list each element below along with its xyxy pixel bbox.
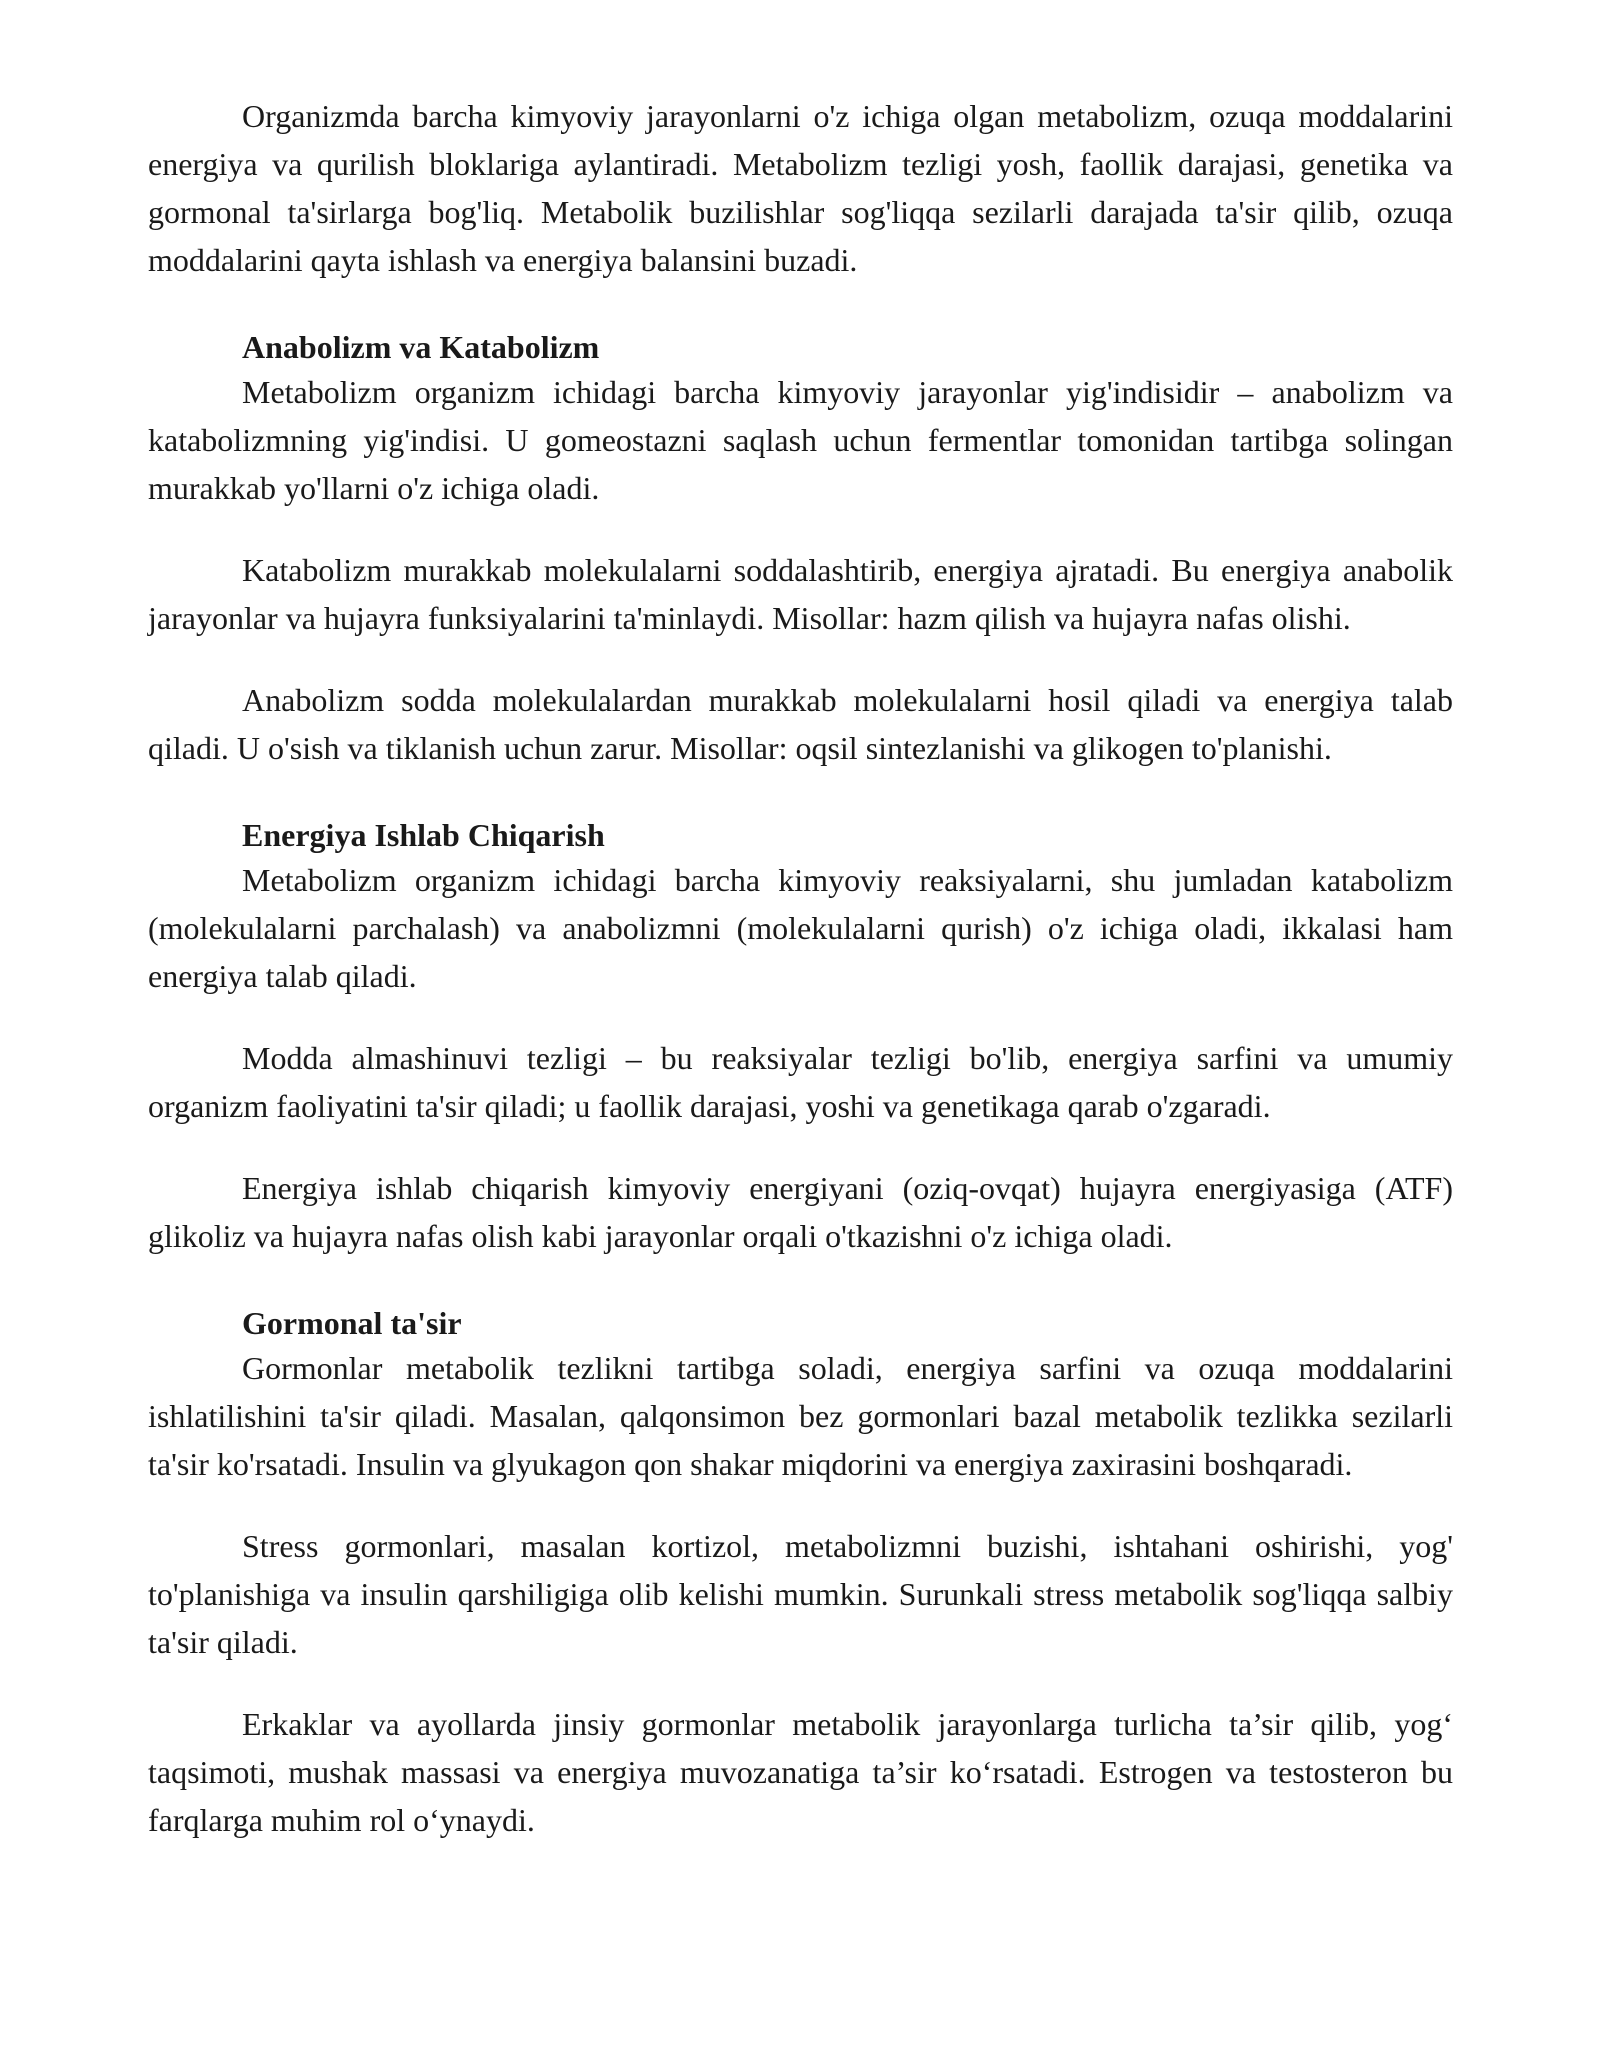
- paragraph: Katabolizm murakkab molekulalarni soddalashtirib, energiya ajratadi. Bu energiya anabolik jarayonlar va hujayra funksiyalarini ta'minlaydi. Misollar: hazm qilish va hujayra nafas olishi.: [148, 552, 1453, 636]
- section-heading: Anabolizm va Katabolizm: [242, 329, 600, 365]
- section-anabolizm: [148, 326, 1453, 772]
- section-heading: Gormonal ta'sir: [242, 1305, 462, 1341]
- paragraph: Metabolizm organizm ichidagi barcha kimyoviy reaksiyalarni, shu jumladan katabolizm (molekulalarni parchalash) va anabolizmni (molekulalarni qurish) o'z ichiga oladi, ikkalasi ham energiya talab qiladi.: [148, 862, 1453, 994]
- paragraph: Stress gormonlari, masalan kortizol, metabolizmni buzishi, ishtahani oshirishi, yog' to'planishiga va insulin qarshiligiga olib kelishi mumkin. Surunkali stress metabolik sog'liqqa salbiy ta'sir qiladi.: [148, 1528, 1453, 1660]
- paragraph: Gormonlar metabolik tezlikni tartibga soladi, energiya sarfini va ozuqa moddalarini ishlatilishini ta'sir qiladi. Masalan, qalqonsimon bez gormonlari bazal metabolik tezlikka sezilarli ta'sir ko'rsatadi. Insulin va glyukagon qon shakar miqdorini va energiya zaxirasini boshqaradi.: [148, 1350, 1453, 1482]
- intro-paragraph: Organizmda barcha kimyoviy jarayonlarni o'z ichiga olgan metabolizm, ozuqa moddalarini energiya va qurilish bloklariga aylantiradi. Metabolizm tezligi yosh, faollik darajasi, genetika va gormonal ta'sirlarga bog'liq. Metabolik buzilishlar sog'liqqa sezilarli darajada ta'sir qilib, ozuqa moddalarini qayta ishlash va energiya balansini buzadi.: [148, 98, 1453, 278]
- paragraph: Anabolizm sodda molekulalardan murakkab molekulalarni hosil qiladi va energiya talab qiladi. U o'sish va tiklanish uchun zarur. Misollar: oqsil sintezlanishi va glikogen to'planishi.: [148, 682, 1453, 766]
- document-page: [148, 92, 1453, 1878]
- section-energiya: [148, 814, 1453, 1260]
- paragraph: Metabolizm organizm ichidagi barcha kimyoviy jarayonlar yig'indisidir – anabolizm va katabolizmning yig'indisi. U gomeostazni saqlash uchun fermentlar tomonidan tartibga solingan murakkab yo'llarni o'z ichiga oladi.: [148, 374, 1453, 506]
- paragraph: Modda almashinuvi tezligi – bu reaksiyalar tezligi bo'lib, energiya sarfini va umumiy organizm faoliyatini ta'sir qiladi; u faollik darajasi, yoshi va genetikaga qarab o'zgaradi.: [148, 1040, 1453, 1124]
- section-gormonal: [148, 1302, 1453, 1844]
- section-heading: Energiya Ishlab Chiqarish: [242, 817, 605, 853]
- paragraph: Energiya ishlab chiqarish kimyoviy energiyani (oziq-ovqat) hujayra energiyasiga (ATF) glikoliz va hujayra nafas olish kabi jarayonlar orqali o'tkazishni o'z ichiga oladi.: [148, 1170, 1453, 1254]
- paragraph: Erkaklar va ayollarda jinsiy gormonlar metabolik jarayonlarga turlicha ta’sir qilib, yog‘ taqsimoti, mushak massasi va energiya muvozanatiga ta’sir ko‘rsatadi. Estrogen va testosteron bu farqlarga muhim rol o‘ynaydi.: [148, 1706, 1453, 1838]
